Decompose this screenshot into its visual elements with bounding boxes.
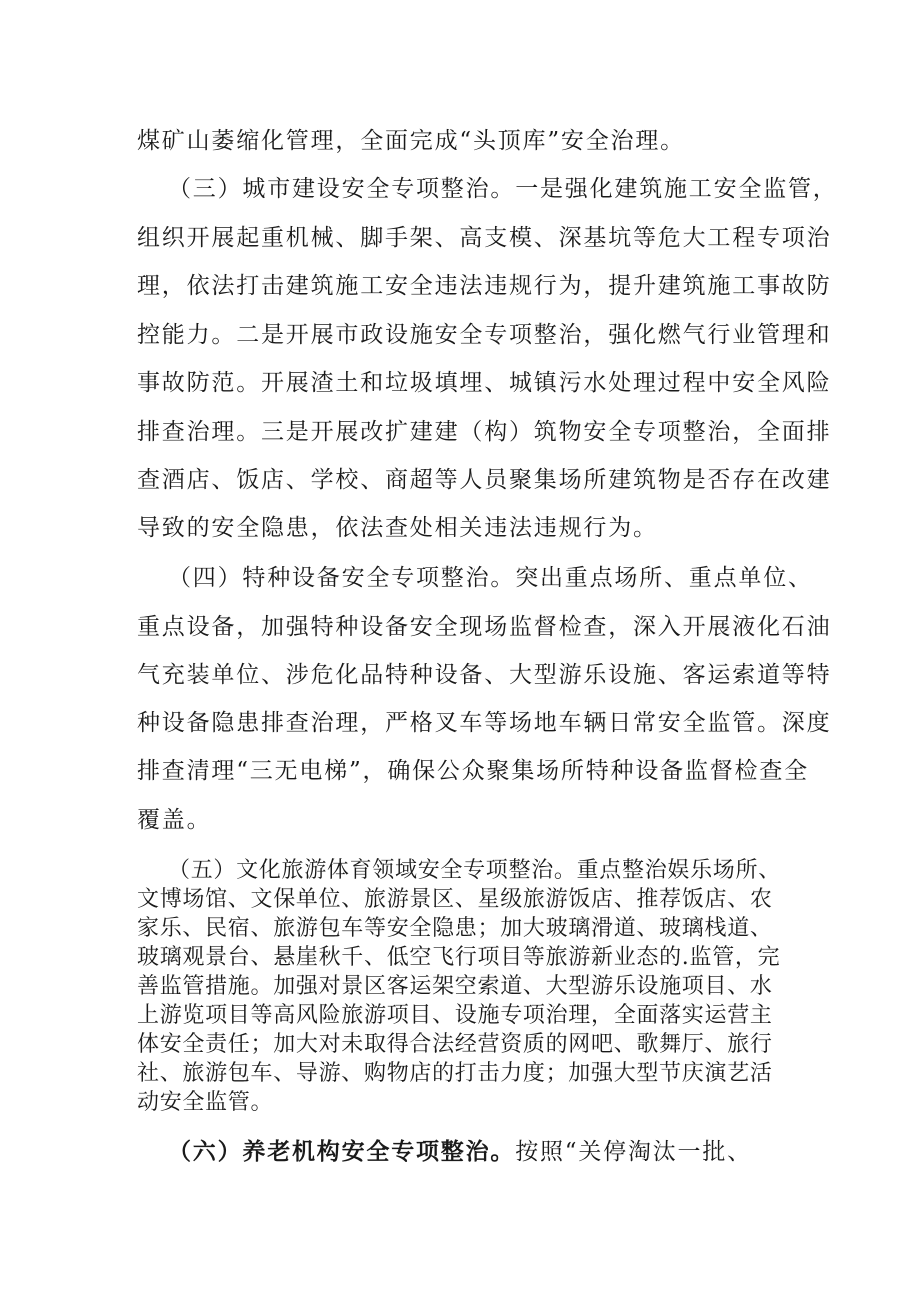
section-4-line: 覆盖。 xyxy=(137,807,212,833)
section-5-line: （五）文化旅游体育领域安全专项整治。重点整治娱乐场所、 xyxy=(168,858,781,883)
section-5-line: 体安全责任；加大对未取得合法经营资质的网吧、歌舞厅、旅行 xyxy=(137,1032,773,1057)
section-3-line: 排查治理。三是开展改扩建建（构）筑物安全专项整治，全面排 xyxy=(137,419,832,445)
section-3-line: 控能力。二是开展市政设施安全专项整治，强化燃气行业管理和 xyxy=(137,322,832,348)
section-4-line: 气充装单位、涉危化品特种设备、大型游乐设施、客运索道等特 xyxy=(137,662,832,688)
section-3-line: 查酒店、饭店、学校、商超等人员聚集场所建筑物是否存在改建 xyxy=(137,467,832,493)
section-6-line xyxy=(168,1137,752,1167)
section-5-line: 善监管措施。加强对景区客运架空索道、大型游乐设施项目、水 xyxy=(137,974,773,999)
section-3-line: （三）城市建设安全专项整治。一是强化建筑施工安全监管， xyxy=(168,176,838,202)
section-4-line: 排查清理“三无电梯”，确保公众聚集场所特种设备监督检查全 xyxy=(137,758,809,784)
section-4-line: 种设备隐患排查治理，严格叉车等场地车辆日常安全监管。深度 xyxy=(137,710,832,736)
section-5-line: 家乐、民宿、旅游包车等安全隐患；加大玻璃滑道、玻璃栈道、 xyxy=(137,916,773,941)
section-6-heading: （六）养老机构安全专项整治。 xyxy=(168,1138,516,1165)
section-5-line: 动安全监管。 xyxy=(137,1090,274,1115)
section-3-line: 导致的安全隐患，依法查处相关违法违规行为。 xyxy=(137,515,658,541)
section-5-line: 文博场馆、文保单位、旅游景区、星级旅游饭店、推荐饭店、农 xyxy=(137,887,773,912)
section-5-line: 玻璃观景台、悬崖秋千、低空飞行项目等旅游新业态的.监管，完 xyxy=(137,945,781,970)
section-6-text: 按照“关停淘汰一批、 xyxy=(515,1139,752,1165)
section-5-line: 社、旅游包车、导游、购物店的打击力度；加强大型节庆演艺活 xyxy=(137,1061,773,1086)
section-4-line: 重点设备，加强特种设备安全现场监督检查，深入开展液化石油 xyxy=(137,614,832,640)
section-3-line: 组织开展起重机械、脚手架、高支模、深基坑等危大工程专项治 xyxy=(137,225,832,251)
section-3-line: 理，依法打击建筑施工安全违法违规行为，提升建筑施工事故防 xyxy=(137,273,832,299)
section-4-line: （四）特种设备安全专项整治。突出重点场所、重点单位、 xyxy=(168,565,813,591)
section-3-line: 事故防范。开展渣土和垃圾填埋、城镇污水处理过程中安全风险 xyxy=(137,370,832,396)
paragraph-line: 煤矿山萎缩化管理，全面完成“头顶库”安全治理。 xyxy=(137,128,685,154)
section-5-line: 上游览项目等高风险旅游项目、设施专项治理，全面落实运营主 xyxy=(137,1003,773,1028)
